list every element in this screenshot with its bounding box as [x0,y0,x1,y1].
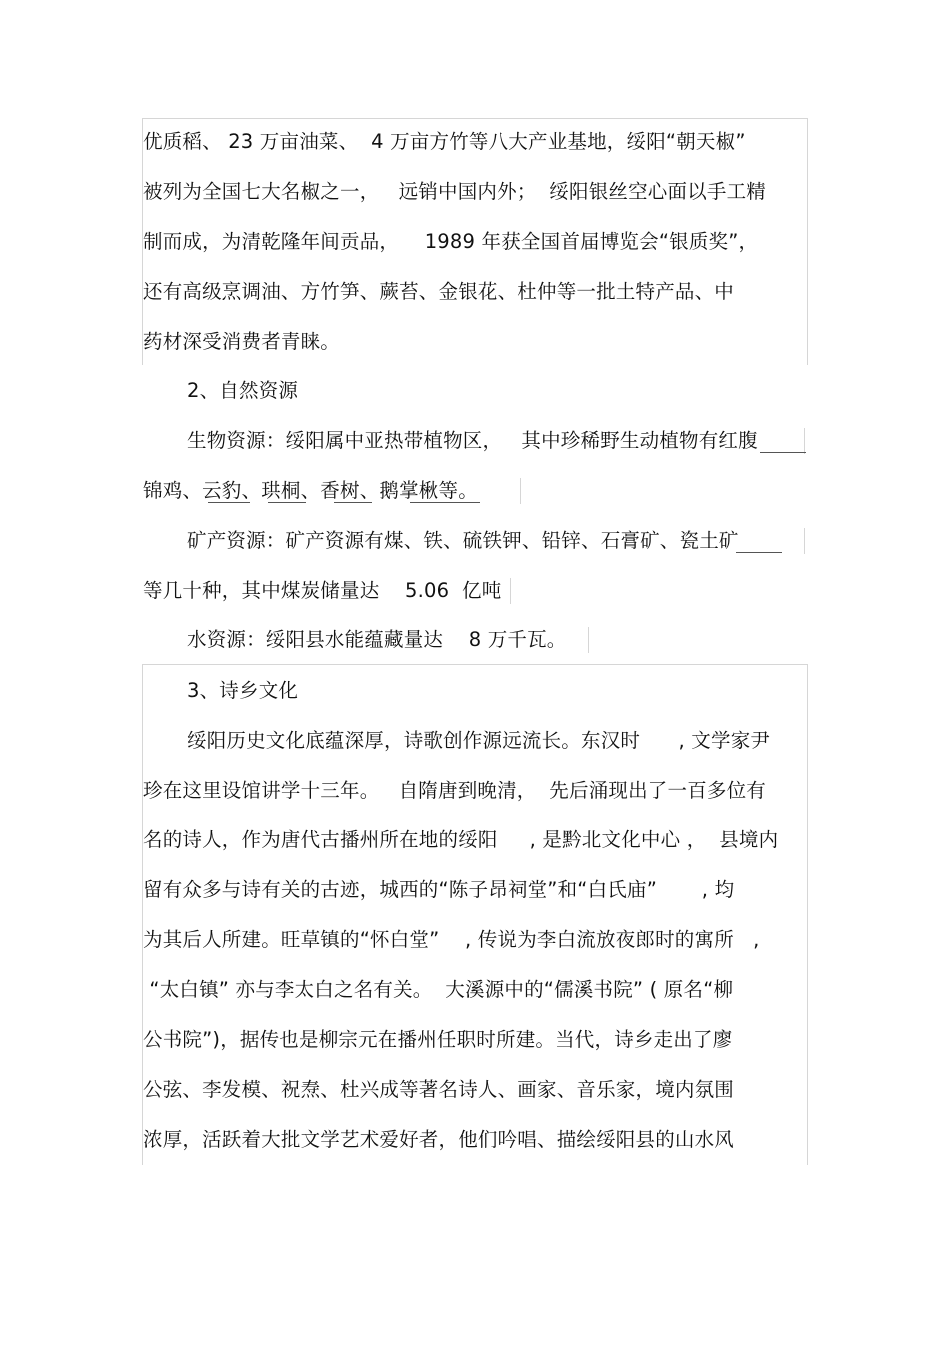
underline-mark [410,502,480,503]
underline-mark [268,502,306,503]
text-line: 矿产资源：矿产资源有煤、铁、硫铁钾、铅锌、石膏矿、瓷土矿 [187,529,739,552]
underline-mark [760,452,806,453]
section-heading-natural-resources: 2、自然资源 [187,379,299,402]
text-line: 珍在这里设馆讲学十三年。 自隋唐到晚清， 先后涌现出了一百多位有 [143,779,766,802]
frame-water-right [588,627,589,653]
text-line: 锦鸡、云豹、珙桐、香树、鹅掌楸等。 [143,479,478,502]
underline-mark [334,502,372,503]
section-heading-poetry-culture: 3、诗乡文化 [187,679,299,702]
frame-bio-right [804,428,805,454]
text-line: 公书院”)，据传也是柳宗元在播州任职时所建。当代，诗乡走出了廖 [143,1028,733,1051]
text-line: 公弦、李发模、祝焘、杜兴成等著名诗人、画家、音乐家，境内氛围 [143,1078,735,1101]
text-line: “太白镇” 亦与李太白之名有关。 大溪源中的“儒溪书院” ( 原名“柳 [143,978,734,1001]
text-line: 名的诗人，作为唐代古播州所在地的绥阳 , 是黔北文化中心 ， 县境内 [143,828,779,851]
text-line: 优质稻、 23 万亩油菜、 4 万亩方竹等八大产业基地，绥阳“朝天椒” [143,130,746,153]
underline-mark [736,552,782,553]
text-line: 绥阳历史文化底蕴深厚，诗歌创作源远流长。东汉时 , 文学家尹 [187,729,771,752]
text-line: 制而成，为清乾隆年间贡品， 1989 年获全国首届博览会“银质奖”， [143,230,759,253]
text-line: 留有众多与诗有关的古迹，城西的“陈子昂祠堂”和“白氏庙” , 均 [143,878,735,901]
frame-mineral-right [804,528,805,554]
underline-mark [208,502,250,503]
text-line: 生物资源：绥阳属中亚热带植物区， 其中珍稀野生动植物有红腹 [187,429,758,452]
text-line: 药材深受消费者青睐。 [143,330,341,353]
text-line: 被列为全国七大名椒之一， 远销中国内外； 绥阳银丝空心面以手工精 [143,180,766,203]
text-line: 还有高级烹调油、方竹笋、蕨苔、金银花、杜仲等一批土特产品、中 [143,280,735,303]
text-line: 等几十种，其中煤炭储量达 5.06 亿吨 [143,579,502,602]
text-line: 水资源：绥阳县水能蕴藏量达 8 万千瓦。 [187,628,567,651]
text-line: 浓厚，活跃着大批文学艺术爱好者，他们吟唱、描绘绥阳县的山水风 [143,1128,735,1151]
text-line: 为其后人所建。旺草镇的“怀白堂” , 传说为李白流放夜郎时的寓所 , [143,928,760,951]
frame-bio2-right [520,478,521,504]
frame-mineral2-right [510,578,511,604]
